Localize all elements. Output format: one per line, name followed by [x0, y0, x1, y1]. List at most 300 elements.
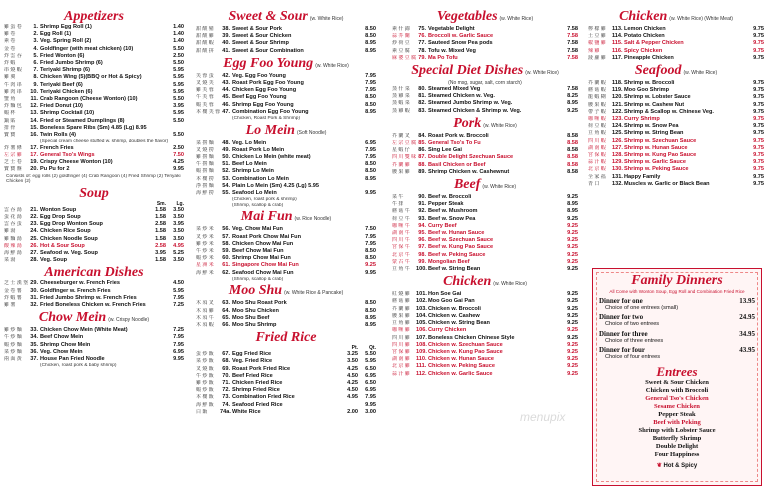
item-number: 103.: [416, 305, 427, 312]
menu-item: [4, 110, 184, 117]
item-chinese-name: 酸 辣 湯: [4, 242, 22, 249]
item-number: 16.: [30, 132, 38, 139]
section-title-text: Moo Shu: [228, 283, 283, 299]
menu-item: [4, 236, 184, 243]
menu-item: [392, 298, 578, 305]
item-number: 90.: [418, 194, 426, 201]
menu-item: [392, 93, 578, 100]
item-number: 80.: [418, 86, 426, 93]
item-number: 26.: [30, 242, 38, 249]
item-name: Chicken w. Peking Sauce: [428, 363, 495, 370]
item-chinese-name: 甜 酸 豬: [196, 26, 214, 32]
menu-item: [196, 73, 376, 80]
menu-item: [4, 24, 184, 31]
item-name: Chicken w. Kung Pao Sauce: [428, 348, 503, 355]
item-name: Veg. Lo Mein: [232, 139, 267, 146]
item-list: [588, 80, 764, 188]
item-name: Shrimp w. Kung Pao Sauce: [624, 152, 697, 159]
item-number: 30.: [30, 287, 38, 294]
section-title: [196, 284, 376, 300]
menu-item: [196, 190, 376, 197]
item-chinese-name: 雞 薯: [4, 302, 16, 309]
menu-item: [196, 366, 376, 373]
item-chinese-name: 荷 豆 牛: [392, 215, 410, 222]
item-name: House Pan Fried Noodle: [40, 356, 105, 363]
item-chinese-name: 蒜 芥 蘭: [392, 33, 410, 40]
item-chinese-name: 湖 南 牛: [392, 230, 410, 237]
item-name: Fried Boneless Chicken w. French Fries: [40, 302, 146, 309]
item-number: 43.: [222, 80, 230, 87]
item-price: 9.25: [567, 107, 578, 114]
item-chinese-name: 蘑 菇 牛: [392, 208, 410, 215]
menu-item: [588, 116, 764, 123]
menu-item: [588, 94, 764, 101]
section-title: [392, 178, 578, 194]
item-list: [196, 73, 376, 116]
item-price: 5.50: [173, 117, 184, 124]
item-chinese-name: 帶 子 蝦: [588, 108, 606, 115]
menu-item: [588, 145, 764, 152]
item-list: [392, 26, 578, 62]
item-number: 61.: [222, 262, 230, 269]
item-price: 3.95: [173, 103, 184, 110]
item-price: 8.95: [365, 314, 376, 321]
item-chinese-name: 辣 雞: [588, 47, 600, 54]
item-price: 9.75: [753, 116, 764, 123]
item-number: 112.: [416, 370, 427, 377]
entree-item: Four Happiness: [654, 450, 700, 458]
section-pork: [392, 117, 578, 176]
item-number: 39.: [222, 33, 230, 40]
section-note: (w. White Rice): [525, 70, 559, 77]
item-chinese-name: 椒 鹽 雞: [588, 40, 606, 47]
item-number: 33.: [30, 327, 38, 334]
item-price: 9.75: [753, 180, 764, 187]
item-list: [392, 194, 578, 273]
item-number: 48.: [222, 139, 230, 146]
item-name: Beef w. Peking Sauce: [428, 251, 486, 258]
menu-item: [196, 168, 376, 175]
item-number: 118.: [612, 80, 623, 87]
item-chinese-name: 叉 炒 米: [196, 233, 214, 240]
item-number: 64.: [222, 307, 230, 314]
item-price: 9.25: [365, 262, 376, 269]
item-number: 122.: [612, 108, 623, 115]
item-number: 58.: [222, 240, 230, 247]
item-number: 76.: [418, 33, 426, 40]
item-price: 8.58: [567, 147, 578, 154]
item-price: 8.50: [365, 300, 376, 307]
item-price: 9.75: [753, 40, 764, 47]
item-number: 34.: [30, 334, 38, 341]
item-price: 9.75: [753, 54, 764, 61]
menu-item: [196, 147, 376, 154]
item-number: 95.: [418, 230, 426, 237]
item-chinese-name: 炸 蝦: [4, 60, 16, 67]
item-name: Lemon Chicken: [624, 26, 666, 32]
item-price-small: 1.58: [155, 228, 166, 235]
item-description: (Chicken, roast pork & baby shrimp): [40, 363, 117, 369]
item-chinese-name: 蝦 炒 麵: [4, 341, 22, 348]
item-description: (Chicken, Roast Pork & Shrimp): [232, 116, 300, 122]
section-chowmein: [4, 311, 184, 369]
item-name: Chicken Lo Mein (white meat): [232, 154, 311, 161]
item-chinese-name: 宮 保 蝦: [588, 152, 606, 159]
item-chinese-name: 寶 寶 盤: [4, 166, 22, 173]
item-name: Roast Pork w. Broccoli: [428, 132, 489, 139]
menu-column-3: [392, 10, 578, 380]
item-price: 8.58: [567, 168, 578, 175]
item-price: 9.25: [567, 305, 578, 312]
item-price: 5.50: [173, 60, 184, 67]
item-chinese-name: 木 須 叉: [196, 300, 214, 307]
section-title-text: Chicken: [619, 9, 668, 24]
item-number: 73.: [222, 394, 230, 401]
menu-item: [4, 280, 184, 287]
item-chinese-name: 芙 蓉 蛋: [196, 72, 214, 79]
menu-item: [4, 96, 184, 103]
item-price: 8.95: [365, 322, 376, 329]
item-number: 55.: [222, 190, 230, 197]
dinner-option: [599, 346, 755, 361]
item-name: Curry Chicken: [428, 327, 467, 334]
item-price-small: 1.58: [155, 235, 166, 242]
item-number: 67.: [222, 351, 230, 358]
item-name: Sauteed Snow Pea pods: [428, 40, 493, 47]
item-name: Broccoli w. Garlic Sauce: [428, 33, 494, 40]
item-chinese-name: 腰 果 蝦: [588, 101, 606, 108]
item-name: Veg. Egg Foo Young: [232, 72, 286, 79]
item-name: Crab Rangoon (Cheese Wonton) (10): [40, 96, 138, 103]
dinner-price: 13.95: [739, 296, 755, 305]
item-number: 37.: [30, 356, 38, 363]
item-price: 7.95: [173, 341, 184, 348]
item-name: Fried Donut (10): [40, 103, 83, 110]
item-number: 109.: [416, 348, 427, 355]
section-soup: [4, 187, 184, 265]
dinner-option: [599, 313, 755, 328]
item-name: Chicken w. String Bean: [428, 320, 490, 327]
menu-item: [588, 87, 764, 94]
item-number: 20.: [30, 166, 38, 173]
menu-item: [4, 38, 184, 45]
item-chinese-name: 菜 湯: [4, 257, 16, 264]
dinner-description: Choice of four entrees: [605, 354, 661, 360]
item-name: Basil Chicken or Beef: [428, 161, 486, 168]
item-name: Ma Po Tofu: [428, 54, 458, 61]
item-chinese-name: 麻 婆 豆 腐: [392, 54, 416, 61]
item-price-small: 1.58: [155, 206, 166, 213]
section-title: [588, 64, 764, 80]
item-name: Fried Wonton (6): [40, 52, 85, 59]
item-price-small: 1.58: [155, 257, 166, 264]
menu-item: [196, 109, 376, 116]
item-price: 9.75: [753, 33, 764, 40]
item-price: 1.40: [173, 24, 184, 30]
size-large-label: Qt.: [369, 345, 376, 352]
menu-item: [392, 154, 578, 161]
item-name: Beef Chow Mein: [40, 334, 84, 341]
section-note: (w. White Rice) (White Meat): [669, 16, 733, 22]
section-note: (Soft Noodle): [296, 129, 327, 136]
menu-item: [4, 53, 184, 60]
item-price: 9.75: [753, 152, 764, 159]
menu-item: [392, 306, 578, 313]
dinner-option: [599, 297, 755, 312]
section-subtitle: (No msg, sugar, salt, corn starch): [448, 80, 522, 87]
item-chinese-name: 鍋 貼: [4, 117, 16, 124]
item-price: 8.95: [567, 208, 578, 215]
menu-item: [392, 140, 578, 147]
section-note: (w. White Rice): [315, 62, 349, 69]
item-chinese-name: 豆 角 蝦: [588, 130, 606, 137]
item-price: 8.50: [365, 168, 376, 175]
item-chinese-name: 湖 南 蝦: [588, 144, 606, 151]
item-price: 7.95: [365, 154, 376, 161]
item-number: 52.: [222, 168, 230, 175]
menu-item: [196, 351, 376, 358]
item-price: 8.50: [365, 94, 376, 101]
item-name: Chicken w. Szechuan Sauce: [428, 341, 503, 348]
item-chinese-name: 本 樓 飯: [196, 394, 214, 401]
item-chinese-name: 咖 喱 蝦: [588, 116, 606, 123]
menu-item: [392, 371, 578, 378]
menu-item: [196, 262, 376, 269]
section-title-text: Beef: [453, 177, 481, 193]
item-price-large: 3.50: [173, 257, 184, 264]
menu-item: [392, 100, 578, 107]
menu-item: [392, 223, 578, 230]
item-price: 9.25: [567, 266, 578, 273]
menu-item: [4, 207, 184, 214]
entree-item: Butterfly Shrimp: [652, 434, 702, 442]
item-price: 8.95: [365, 47, 376, 54]
menu-item: [4, 118, 184, 125]
entree-item: Beef with Peking: [653, 418, 701, 426]
item-chinese-name: 蝦 杯: [4, 110, 16, 117]
item-chinese-name: 四 川 雞: [392, 341, 410, 348]
entree-item: Sesame Chicken: [654, 402, 700, 410]
item-chinese-name: 雲 吞 湯: [4, 206, 22, 213]
item-name: Shrimp w. Cashew Nut: [624, 101, 685, 108]
item-name: Curry Beef: [428, 222, 457, 229]
item-chinese-name: 四 川 牛: [392, 237, 410, 244]
section-sweetsour: [196, 10, 376, 55]
item-name: Teriyaki Beef (6): [40, 81, 83, 88]
item-chinese-name: 雞 麵 湯: [4, 235, 22, 242]
item-price-small: 4.95: [347, 394, 358, 401]
item-price-large: 3.95: [173, 221, 184, 228]
item-price: 9.25: [567, 291, 578, 298]
entrees-title: Entrees: [656, 363, 698, 379]
item-chinese-name: 叉 燒 芙: [196, 80, 214, 87]
menu-item: [392, 266, 578, 273]
menu-item: [392, 208, 578, 215]
item-number: 68.: [222, 358, 230, 365]
item-name: Chicken w. Hunan Sauce: [428, 356, 495, 363]
item-number: 115.: [612, 40, 623, 47]
item-name: French Fries: [40, 144, 74, 151]
item-number: 127.: [612, 144, 623, 151]
item-price: 9.25: [567, 298, 578, 305]
item-price: 9.25: [567, 341, 578, 348]
item-price: 7.95: [173, 294, 184, 301]
menu-item: [588, 48, 764, 55]
item-number: 41.: [222, 47, 230, 54]
item-chinese-name: 木 須 蝦: [196, 322, 214, 329]
menu-item: [392, 327, 578, 334]
item-price: 9.75: [753, 130, 764, 137]
item-price: 7.95: [365, 146, 376, 153]
item-price-small: 3.50: [347, 358, 358, 365]
item-name: Egg Fried Rice: [232, 351, 272, 358]
item-number: 132.: [612, 180, 623, 187]
item-chinese-name: 木 須 雞: [196, 307, 214, 314]
item-number: 75.: [418, 26, 426, 32]
item-price: 7.95: [365, 87, 376, 94]
item-price-large: 7.95: [365, 394, 376, 401]
section-maifun: [196, 210, 376, 282]
item-name: Pineapple Chicken: [624, 54, 674, 61]
section-note: (w. Rice Noodle): [294, 216, 332, 223]
item-number: 96.: [418, 237, 426, 244]
item-chinese-name: 炸 蝦 薯: [4, 294, 22, 301]
item-price: 9.25: [567, 244, 578, 251]
item-name: Shrimp Fried Rice: [232, 387, 280, 394]
menu-item: [4, 60, 184, 67]
family-dinners-subtitle: All Come with Wonton Soup, Egg Roll and Combination Fried Rice: [609, 289, 745, 294]
item-number: 3.: [33, 38, 38, 45]
item-number: 123.: [612, 116, 623, 123]
item-name: Spicy Chicken: [624, 47, 663, 54]
item-name: Moo Goo Shrimp: [624, 87, 670, 94]
item-price: 6.95: [173, 348, 184, 355]
item-price: 9.75: [753, 108, 764, 115]
item-name: Veg. Spring Roll (2): [40, 38, 92, 45]
item-list: [4, 327, 184, 363]
section-chicken: [392, 275, 578, 377]
item-name: Moo Shu Chicken: [232, 307, 279, 314]
item-name: Potato Chicken: [624, 33, 665, 40]
item-description: (Chicken, roast pork & shrimp): [232, 197, 297, 203]
item-name: Boneless Chicken Chinese Style: [428, 334, 515, 341]
item-name: Fried Jumbo Shrimp (6): [40, 60, 103, 67]
item-chinese-name: 左 宗 豆 腐: [392, 140, 416, 147]
menu-item: [392, 320, 578, 327]
item-price-large: 6.95: [365, 372, 376, 379]
item-chinese-name: 北 京 雞: [392, 363, 410, 370]
entree-item: Sweet & Sour Chicken: [645, 378, 709, 386]
menu-item: [4, 145, 184, 152]
item-number: 93.: [418, 215, 426, 222]
item-price-large: 4.95: [173, 242, 184, 249]
item-chinese-name: 牛 炒 米: [196, 248, 214, 255]
menu-item: [196, 241, 376, 248]
menu-item: [4, 327, 184, 334]
item-chinese-name: 本 樓 撈: [196, 175, 214, 182]
section-american: [4, 266, 184, 309]
item-chinese-name: 芥 蘭 叉: [392, 132, 410, 139]
item-name: Seafood Lo Mein: [232, 190, 277, 197]
item-price: 9.25: [567, 370, 578, 377]
menu-item: [588, 174, 764, 181]
item-name: Steamed Chicken w. Veg.: [428, 93, 495, 100]
item-chinese-name: 蛋 炒 飯: [196, 351, 214, 358]
item-name: Shrimp Egg Foo Young: [232, 101, 294, 108]
item-number: 50.: [222, 154, 230, 161]
item-number: 51.: [222, 161, 230, 168]
menu-item: [196, 26, 376, 33]
item-name: Chicken Chow Mai Fun: [232, 240, 294, 247]
item-name: Sweet & Sour Shrimp: [232, 40, 289, 47]
item-chinese-name: 土 豆 雞: [588, 33, 606, 40]
item-number: 22.: [30, 214, 38, 221]
item-chinese-name: 甜 酸 雞: [196, 33, 214, 40]
item-price: 4.25: [173, 159, 184, 166]
item-name: Combination Egg Foo Young: [232, 108, 309, 115]
dinner-line: [599, 313, 755, 321]
item-chinese-name: 蟹 角: [4, 96, 16, 103]
item-price: 7.58: [567, 26, 578, 32]
menu-item: [196, 308, 376, 315]
menu-item: [588, 181, 764, 188]
item-chinese-name: 菜 炒 米: [196, 226, 214, 233]
item-number: 9.: [33, 81, 38, 88]
item-price: 8.95: [365, 175, 376, 182]
item-number: 97.: [418, 244, 426, 251]
section-title-text: Sweet & Sour: [228, 9, 308, 24]
item-chinese-name: 素 卷: [4, 38, 16, 45]
item-price: 8.50: [365, 248, 376, 255]
item-number: 54.: [222, 182, 230, 189]
item-price: 7.95: [365, 240, 376, 247]
item-number: 45.: [222, 94, 230, 101]
section-lomein: [196, 124, 376, 209]
item-price-large: 6.50: [365, 365, 376, 372]
menu-item: [588, 152, 764, 159]
section-vegetables: [392, 10, 578, 62]
item-description: (Special cream cheese stuffed w. shrimp, doubles the flavor): [40, 139, 169, 145]
item-chinese-name: 本 樓 芙 蓉: [196, 108, 220, 115]
section-title-text: Vegetables: [436, 9, 498, 24]
item-name: Roast Pork Egg Foo Young: [232, 80, 304, 87]
item-name: Double Delight Szechuan Sauce: [428, 154, 514, 161]
item-number: 38.: [222, 26, 230, 32]
item-list: [196, 140, 376, 198]
item-price: 5.95: [173, 287, 184, 294]
item-number: 32.: [30, 302, 38, 309]
item-name: Crispy Cheese Wonton (10): [40, 159, 113, 166]
section-title: [392, 10, 578, 26]
menu-item: [196, 409, 376, 416]
item-price: 9.25: [567, 334, 578, 341]
item-chinese-name: 咖 喱 牛: [392, 222, 410, 229]
item-number: 111.: [416, 363, 427, 370]
menu-item: [4, 214, 184, 221]
item-price: 9.25: [567, 258, 578, 265]
item-list: [196, 26, 376, 55]
item-name: Veg. Soup: [40, 257, 68, 264]
item-name: Chicken w. Cashew: [428, 312, 480, 319]
menu-item: [196, 80, 376, 87]
menu-item: [4, 103, 184, 110]
item-chinese-name: 寶 寶: [4, 132, 16, 139]
item-name: Shrimp Egg Roll (1): [40, 24, 92, 30]
item-price-small: 4.50: [347, 372, 358, 379]
item-name: Fried Jumbo Shrimp w. French Fries: [40, 294, 137, 301]
item-name: Shrimp & Scallop w. Chinese Veg.: [624, 108, 714, 115]
item-number: 131.: [612, 173, 623, 180]
